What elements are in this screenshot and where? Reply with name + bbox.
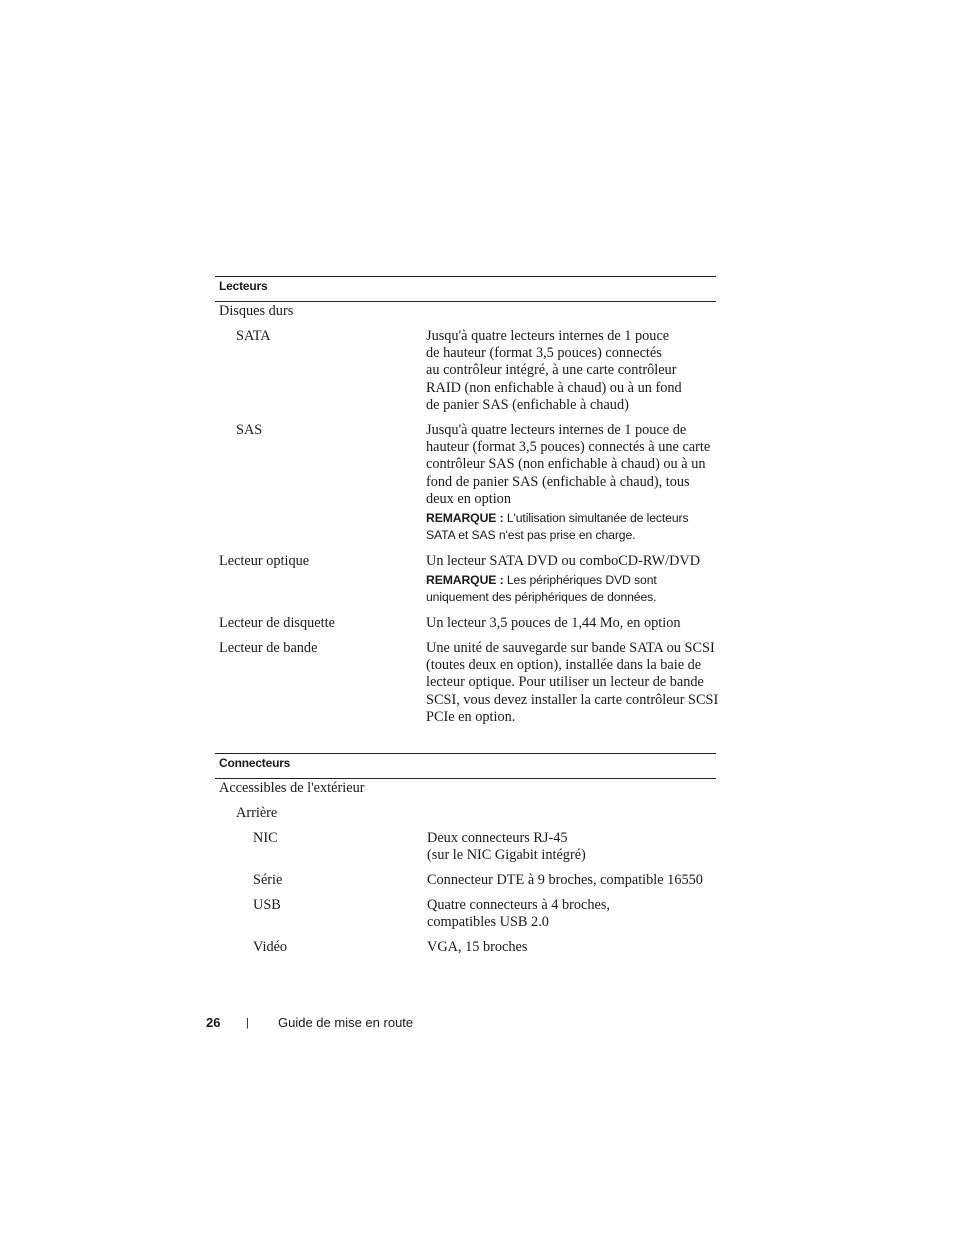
- nic-line: Deux connecteurs RJ-45: [427, 830, 568, 846]
- nic-value: [427, 830, 717, 864]
- tape-line: (toutes deux en option), installée dans la baie de: [426, 657, 702, 674]
- video-value: VGA, 15 broches: [427, 939, 528, 955]
- tape-line: PCIe en option.: [426, 708, 516, 725]
- section-title-connectors: Connecteurs: [219, 756, 291, 770]
- footer-separator: |: [246, 1017, 249, 1029]
- sas-note-line: [426, 510, 726, 527]
- optical-drive-label: Lecteur optique: [219, 553, 310, 569]
- section-top-rule: [215, 753, 716, 754]
- sata-value: [426, 328, 716, 414]
- optical-drive-value: Un lecteur SATA DVD ou comboCD-RW/DVD: [426, 553, 701, 569]
- sas-note-line: SATA et SAS n'est pas prise en charge.: [426, 528, 636, 543]
- optical-note: [426, 572, 726, 606]
- page-number: 26: [206, 1015, 221, 1030]
- usb-label: USB: [253, 897, 281, 913]
- sas-note: [426, 510, 726, 544]
- note-label: REMARQUE :: [426, 511, 504, 525]
- sas-line: hauteur (format 3,5 pouces) connectés à une carte: [426, 439, 711, 456]
- tape-drive-value: [426, 640, 719, 726]
- sas-label: SAS: [236, 422, 263, 438]
- footer-title: Guide de mise en route: [278, 1015, 414, 1030]
- sas-line: fond de panier SAS (enfichable à chaud), tous: [426, 473, 690, 490]
- sas-line: deux en option: [426, 490, 511, 507]
- sata-line: Jusqu'à quatre lecteurs internes de 1 pouce: [426, 328, 670, 344]
- section-header-rule: [215, 301, 716, 302]
- usb-line: compatibles USB 2.0: [427, 914, 549, 931]
- note-text: Les périphériques DVD sont: [506, 573, 657, 587]
- floppy-drive-label: Lecteur de disquette: [219, 615, 335, 631]
- section-top-rule: [215, 276, 716, 277]
- usb-value: [427, 897, 717, 931]
- nic-line: (sur le NIC Gigabit intégré): [427, 847, 586, 864]
- tape-line: lecteur optique. Pour utiliser un lecteur de bande: [426, 674, 704, 691]
- floppy-drive-value: Un lecteur 3,5 pouces de 1,44 Mo, en option: [426, 615, 681, 631]
- sas-line: Jusqu'à quatre lecteurs internes de 1 pouce de: [426, 422, 687, 438]
- sas-value: [426, 422, 716, 508]
- usb-line: Quatre connecteurs à 4 broches,: [427, 897, 610, 913]
- note-text: L'utilisation simultanée de lecteurs: [506, 511, 689, 525]
- rear-label: Arrière: [236, 805, 278, 821]
- tape-line: SCSI, vous devez installer la carte contrôleur SCSI: [426, 691, 719, 708]
- nic-label: NIC: [253, 830, 278, 846]
- sata-label: SATA: [236, 328, 271, 344]
- video-label: Vidéo: [253, 939, 288, 955]
- sata-line: de panier SAS (enfichable à chaud): [426, 396, 629, 413]
- sata-line: RAID (non enfichable à chaud) ou à un fond: [426, 379, 682, 396]
- tape-line: Une unité de sauvegarde sur bande SATA ou SCSI: [426, 640, 715, 656]
- note-label: REMARQUE :: [426, 573, 504, 587]
- optical-note-line: [426, 572, 726, 589]
- sata-line: au contrôleur intégré, à une carte contrôleur: [426, 362, 677, 379]
- sas-line: contrôleur SAS (non enfichable à chaud) ou à un: [426, 456, 706, 473]
- serial-label: Série: [253, 872, 283, 888]
- section-header-rule: [215, 778, 716, 779]
- sata-line: de hauteur (format 3,5 pouces) connectés: [426, 345, 662, 362]
- serial-value: Connecteur DTE à 9 broches, compatible 16550: [427, 872, 703, 888]
- external-access-label: Accessibles de l'extérieur: [219, 780, 365, 796]
- tape-drive-label: Lecteur de bande: [219, 640, 318, 656]
- section-title-drives: Lecteurs: [219, 279, 268, 293]
- hard-drives-label: Disques durs: [219, 303, 294, 319]
- optical-note-line: uniquement des périphériques de données.: [426, 590, 657, 605]
